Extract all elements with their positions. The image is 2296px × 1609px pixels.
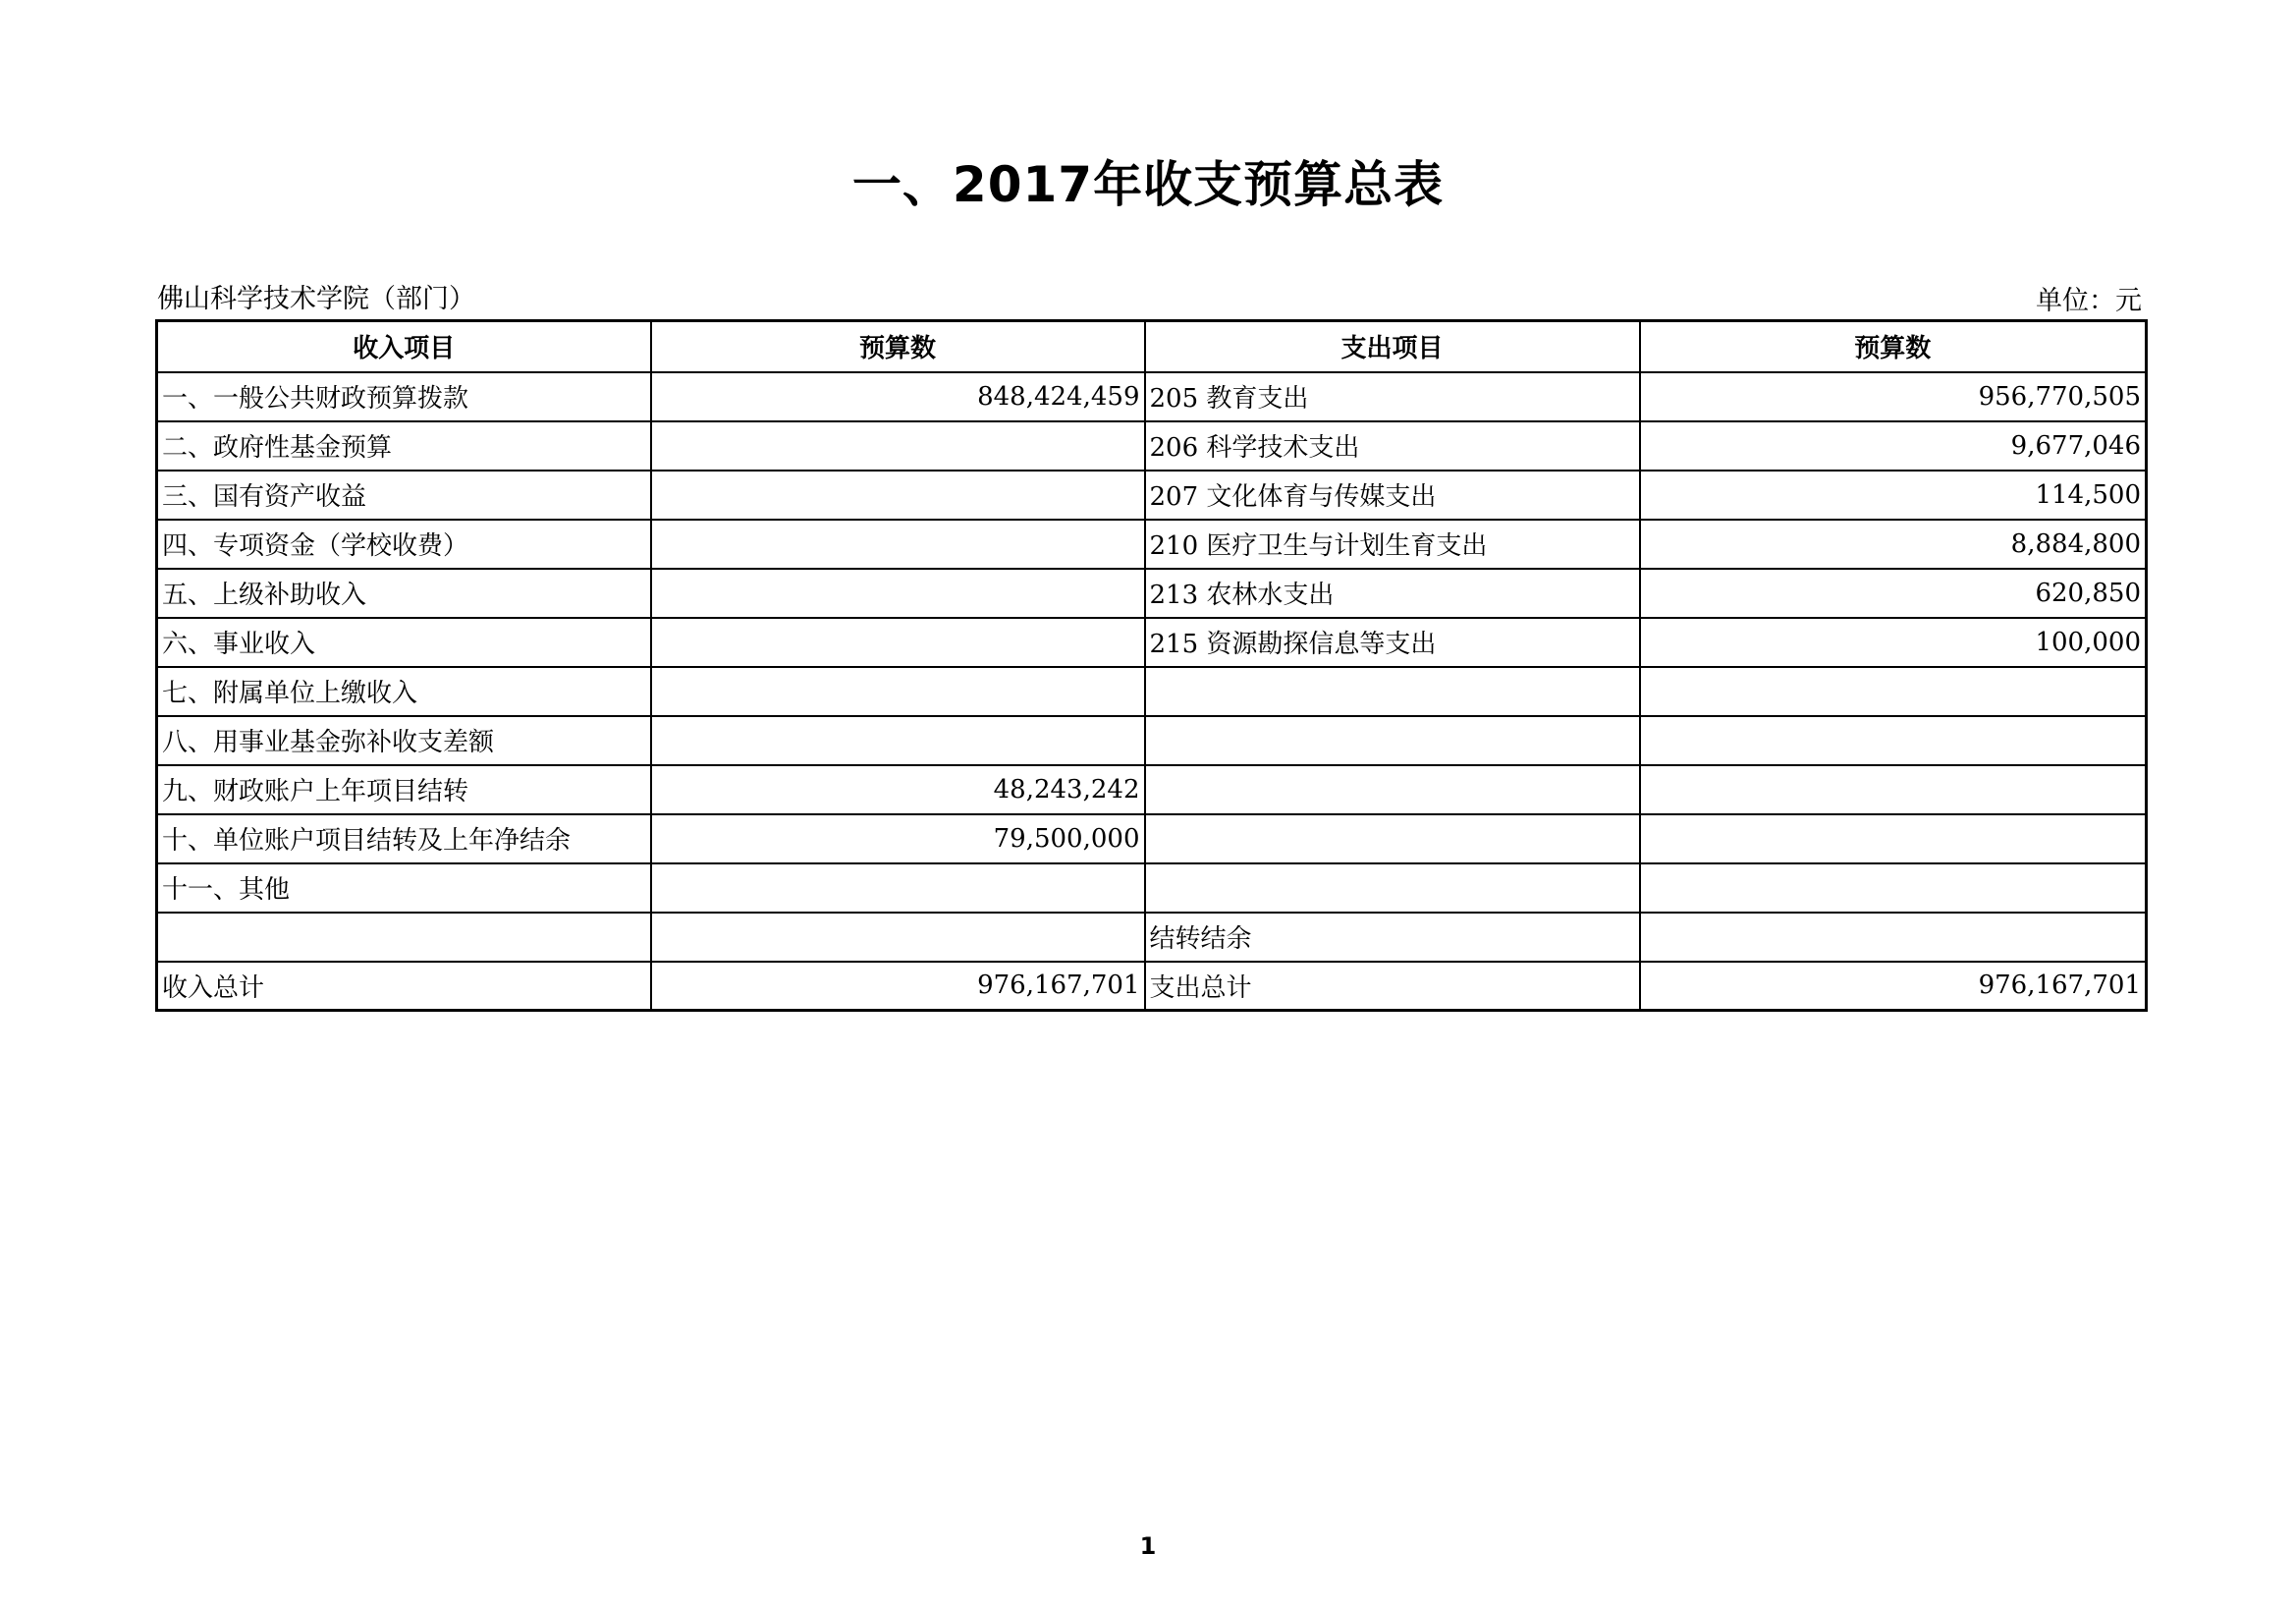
expense-item: 206 科学技术支出 <box>1145 421 1640 471</box>
income-amount: 848,424,459 <box>651 372 1145 421</box>
expense-item: 205 教育支出 <box>1145 372 1640 421</box>
table-row <box>157 618 2147 667</box>
table-total-row <box>157 962 2147 1011</box>
income-item: 四、专项资金（学校收费） <box>157 520 651 569</box>
income-item: 五、上级补助收入 <box>157 569 651 618</box>
table-row <box>157 913 2147 962</box>
table-row <box>157 863 2147 913</box>
income-amount <box>651 863 1145 913</box>
income-item: 三、国有资产收益 <box>157 471 651 520</box>
income-item: 十、单位账户项目结转及上年净结余 <box>157 814 651 863</box>
income-amount <box>651 421 1145 471</box>
table-row <box>157 569 2147 618</box>
income-item: 六、事业收入 <box>157 618 651 667</box>
income-amount: 79,500,000 <box>651 814 1145 863</box>
income-total-label: 收入总计 <box>157 962 651 1011</box>
income-amount <box>651 667 1145 716</box>
income-item: 九、财政账户上年项目结转 <box>157 765 651 814</box>
expense-amount: 114,500 <box>1640 471 2147 520</box>
expense-amount: 9,677,046 <box>1640 421 2147 471</box>
income-item: 七、附属单位上缴收入 <box>157 667 651 716</box>
income-item: 一、一般公共财政预算拨款 <box>157 372 651 421</box>
expense-item: 210 医疗卫生与计划生育支出 <box>1145 520 1640 569</box>
income-item: 八、用事业基金弥补收支差额 <box>157 716 651 765</box>
income-amount <box>651 520 1145 569</box>
expense-amount <box>1640 765 2147 814</box>
expense-item: 结转结余 <box>1145 913 1640 962</box>
expense-item <box>1145 863 1640 913</box>
table-row <box>157 814 2147 863</box>
expense-item: 215 资源勘探信息等支出 <box>1145 618 1640 667</box>
unit-label: 单位：元 <box>2036 286 2142 316</box>
expense-item <box>1145 716 1640 765</box>
page-number: 1 <box>1139 1532 1157 1560</box>
table-row <box>157 372 2147 421</box>
table-row <box>157 421 2147 471</box>
expense-amount: 956,770,505 <box>1640 372 2147 421</box>
expense-amount: 100,000 <box>1640 618 2147 667</box>
income-item <box>157 913 651 962</box>
income-amount <box>651 716 1145 765</box>
expense-item <box>1145 765 1640 814</box>
income-amount: 48,243,242 <box>651 765 1145 814</box>
income-amount <box>651 471 1145 520</box>
expense-amount: 620,850 <box>1640 569 2147 618</box>
income-item: 十一、其他 <box>157 863 651 913</box>
income-amount <box>651 569 1145 618</box>
income-total-amount: 976,167,701 <box>651 962 1145 1011</box>
header-income-item: 收入项目 <box>157 321 651 372</box>
table-row <box>157 716 2147 765</box>
expense-amount <box>1640 716 2147 765</box>
expense-item: 207 文化体育与传媒支出 <box>1145 471 1640 520</box>
income-item: 二、政府性基金预算 <box>157 421 651 471</box>
income-amount <box>651 618 1145 667</box>
expense-item <box>1145 814 1640 863</box>
header-income-amount: 预算数 <box>651 321 1145 372</box>
expense-item: 213 农林水支出 <box>1145 569 1640 618</box>
expense-total-label: 支出总计 <box>1145 962 1640 1011</box>
expense-amount <box>1640 667 2147 716</box>
table-row <box>157 667 2147 716</box>
table-row <box>157 765 2147 814</box>
department-label: 佛山科学技术学院（部门） <box>157 284 475 314</box>
table-row <box>157 520 2147 569</box>
expense-amount: 8,884,800 <box>1640 520 2147 569</box>
expense-item <box>1145 667 1640 716</box>
expense-amount <box>1640 913 2147 962</box>
budget-summary-table <box>155 319 2148 1012</box>
table-header-row <box>157 321 2147 372</box>
expense-amount <box>1640 814 2147 863</box>
page-title: 一、2017年收支预算总表 <box>851 156 1445 213</box>
expense-amount <box>1640 863 2147 913</box>
table-row <box>157 471 2147 520</box>
header-expense-amount: 预算数 <box>1640 321 2147 372</box>
expense-total-amount: 976,167,701 <box>1640 962 2147 1011</box>
header-expense-item: 支出项目 <box>1145 321 1640 372</box>
income-amount <box>651 913 1145 962</box>
